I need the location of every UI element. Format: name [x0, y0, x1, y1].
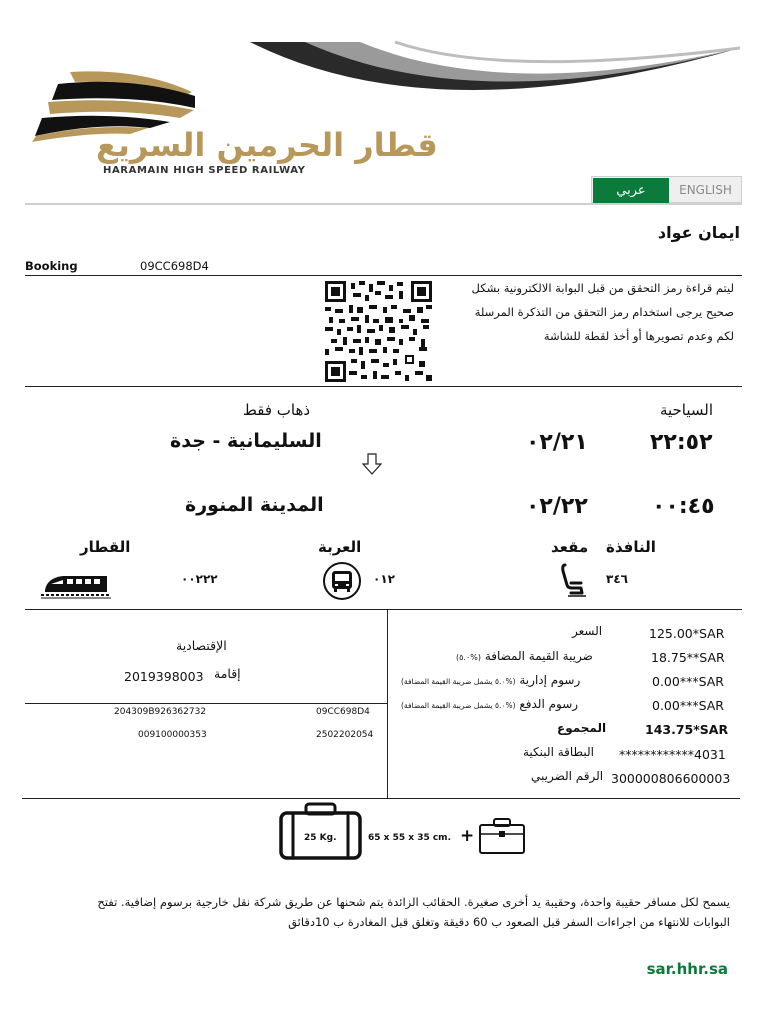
price-label: السعر: [572, 624, 603, 638]
reference-4: 2502202054: [316, 730, 374, 740]
trip-type: ذهاب فقط: [243, 401, 311, 419]
id-number: 2019398003: [124, 669, 204, 684]
brand-name-english: HARAMAIN HIGH SPEED RAILWAY: [103, 165, 306, 176]
seat-number: ٣٤٦: [606, 572, 628, 586]
reference-1: 204309B926362732: [114, 707, 207, 717]
website-link[interactable]: sar.hhr.sa: [646, 960, 728, 978]
arrival-station: المدينة المنورة: [185, 494, 324, 516]
total-label: المجموع: [557, 721, 607, 735]
arabic-language-button[interactable]: عربي: [593, 178, 669, 203]
baggage-weight: 25 Kg.: [304, 833, 337, 843]
qr-notice-line-3: لكم وعدم تصويرها أو أخذ لقطة للشاشة: [543, 329, 734, 343]
briefcase-icon: [478, 817, 526, 855]
payment-fee-label: [401, 697, 578, 711]
reference-2: 09CC698D4: [316, 707, 370, 717]
fare-column-divider: [387, 609, 388, 799]
qr-code: [325, 281, 432, 382]
coach-icon: [322, 561, 362, 601]
admin-fee-label: [401, 673, 580, 687]
qr-divider: [25, 386, 742, 387]
arrival-time: ٠٠:٤٥: [652, 494, 715, 519]
departure-date: ٠٢/٢١: [526, 430, 588, 455]
baggage-policy-line-2: البوابات للانتهاء من اجراءات السفر قبل الصعود ب 60 دقيقة وتغلق قبل المغادرة ب 10دقائق: [288, 915, 730, 929]
coach-label: العربة: [318, 538, 362, 556]
reference-3: 009100000353: [138, 730, 207, 740]
bank-card-label: البطاقة البنكية: [523, 745, 595, 759]
train-number: ٠٠٢٢٢: [181, 572, 218, 586]
vat-value: 18.75**SAR: [651, 650, 725, 665]
brand-name-arabic: قطار الحرمين السريع: [96, 126, 438, 164]
down-arrow-icon: [362, 453, 382, 475]
vat-label: [456, 649, 593, 663]
fare-bottom-divider: [22, 798, 740, 799]
baggage-policy-line-1: يسمح لكل مسافر حقيبة واحدة، وحقيبة يد أخرى صغيرة. الحقائب الزائدة يتم شحنها عن طريق شركة نقل خارجية برسوم إضافية. تفتح: [97, 895, 730, 909]
language-switcher: [591, 176, 742, 203]
id-type: إقامة: [214, 666, 241, 681]
travel-class: الإقتصادية: [176, 638, 227, 653]
booking-label: Booking: [25, 259, 78, 273]
identity-divider: [25, 703, 387, 704]
fare-class: السياحية: [659, 401, 713, 419]
admin-fee-note: (%٥.٠ يشمل ضريبة القيمة المضافة): [401, 677, 516, 686]
vat-rate: (%٥.٠): [456, 653, 481, 662]
train-label: القطار: [80, 538, 131, 556]
header-divider: [25, 203, 742, 205]
coach-number: ٠١٢: [373, 572, 395, 586]
payment-fee-value: 0.00***SAR: [652, 698, 724, 713]
arrival-date: ٠٢/٢٢: [526, 494, 588, 519]
suitcase-icon: [279, 801, 362, 861]
total-value: 143.75*SAR: [645, 722, 729, 737]
vat-label-text: ضريبة القيمة المضافة: [484, 649, 593, 663]
tax-number-value: 300000806600003: [611, 771, 731, 786]
plus-sign: +: [460, 826, 475, 846]
seat-icon: [559, 563, 589, 599]
payment-fee-text: رسوم الدفع: [519, 697, 579, 711]
english-language-button[interactable]: ENGLISH: [679, 182, 732, 197]
bank-card-value: ************4031: [619, 747, 726, 762]
price-value: 125.00*SAR: [649, 626, 725, 641]
admin-fee-text: رسوم إدارية: [519, 673, 581, 687]
seat-divider: [25, 609, 742, 610]
train-icon: [41, 570, 111, 600]
departure-station: السليمانية - جدة: [170, 430, 322, 452]
booking-divider: [25, 275, 742, 276]
qr-notice-line-1: ليتم قراءة رمز التحقق من قبل البوابة الالكترونية بشكل: [471, 281, 734, 295]
qr-notice-line-2: صحيح يرجى استخدام رمز التحقق من التذكرة المرسلة: [474, 305, 734, 319]
payment-fee-note: (%٥.٠ يشمل ضريبة القيمة المضافة): [401, 701, 516, 710]
tax-number-label: الرقم الضريبي: [531, 769, 604, 783]
baggage-dimensions: 65 x 55 x 35 cm.: [368, 833, 451, 843]
seat-label: مقعد: [551, 538, 589, 556]
departure-time: ٢٢:٥٢: [650, 430, 713, 455]
passenger-name: ايمان عواد: [657, 223, 740, 242]
header-swoosh: [245, 40, 745, 115]
window-label: النافذة: [606, 538, 656, 556]
booking-number: 09CC698D4: [140, 259, 209, 273]
admin-fee-value: 0.00***SAR: [652, 674, 724, 689]
